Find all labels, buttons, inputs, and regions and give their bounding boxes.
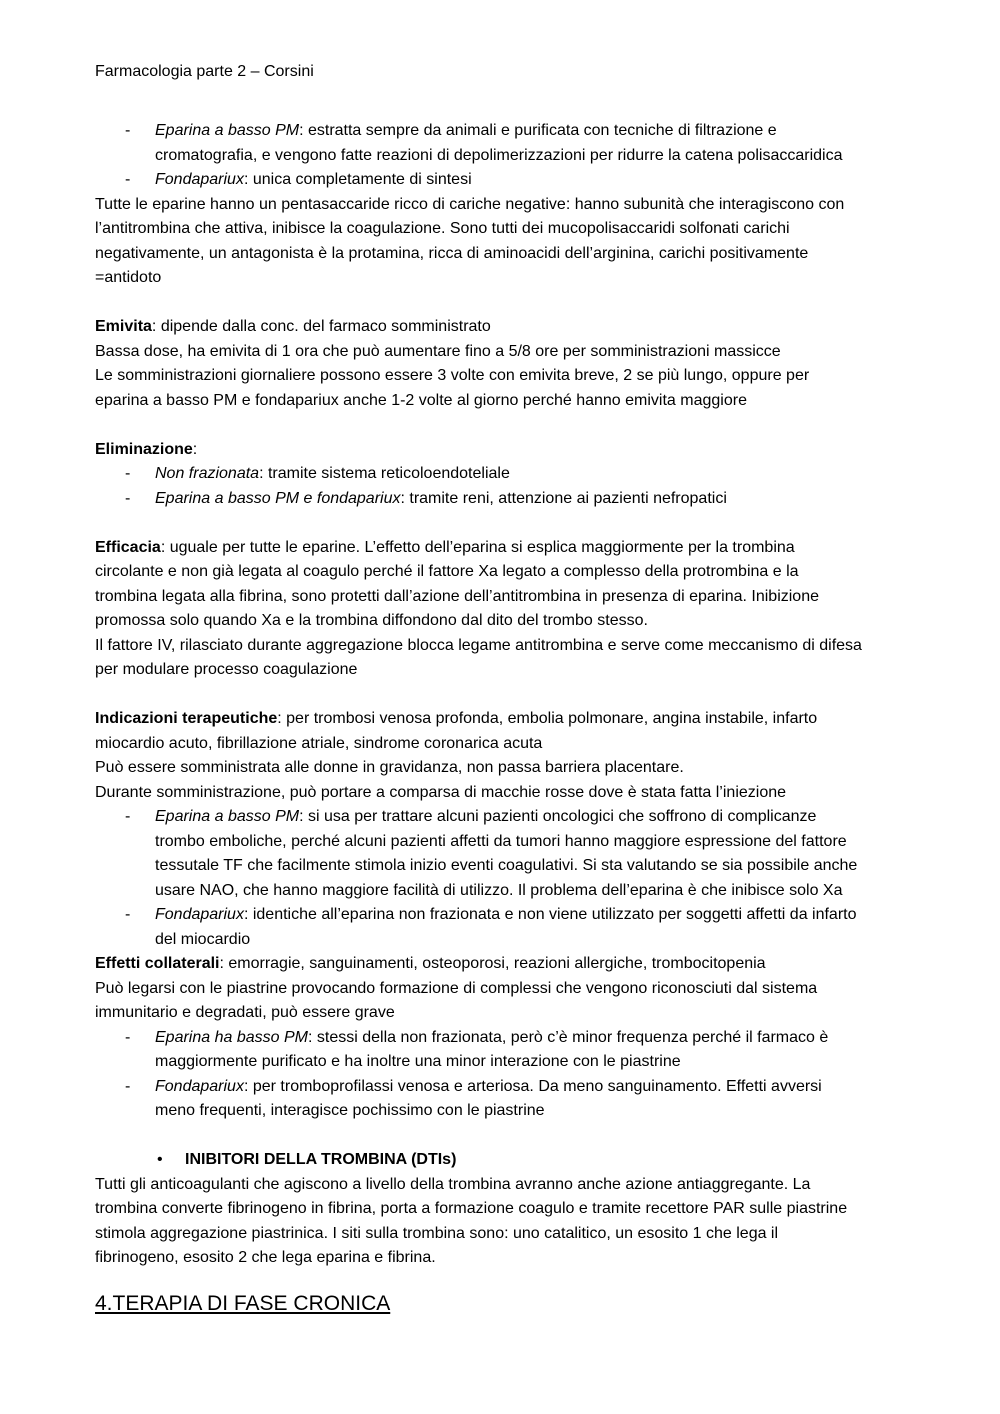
text-line [95, 977, 910, 1002]
dash-marker: - [125, 171, 131, 188]
text-line [95, 756, 910, 781]
text-run: trombo emboliche, perché alcuni pazienti affetti da tumori hanno maggiore espressione del fattore [155, 832, 847, 850]
text-line [95, 1246, 910, 1271]
dash-marker: - [125, 489, 131, 507]
blank-line [95, 683, 910, 708]
text-run: : si usa per trattare alcuni pazienti oncologici che soffrono di complicanze [299, 808, 817, 825]
text-run: : dipende dalla conc. del farmaco somministrato [151, 318, 491, 335]
text-run: usare NAO, che hanno maggiore facilità di utilizzo. Il problema dell’eparina è che inibisce solo Xa [155, 881, 843, 899]
dash-list-item [95, 1075, 910, 1100]
text-run: del miocardio [155, 930, 251, 948]
text-run: l’antitrombina che attiva, inibisce la coagulazione. Sono tutti dei mucopolisaccaridi solfonati carichi [95, 220, 790, 237]
text-run: maggiormente purificato e ha inoltre una minor interazione con le piastrine [155, 1053, 681, 1070]
text-run: : estratta sempre da animali e purificata con tecniche di filtrazione e [299, 122, 777, 139]
text-line [95, 634, 910, 659]
text-line [95, 315, 910, 340]
dash-marker: - [125, 122, 131, 139]
text-line [95, 364, 910, 389]
dash-list-item [95, 119, 910, 144]
italic-term: Non frazionata [155, 465, 260, 482]
section-heading: 4.TERAPIA DI FASE CRONICA [95, 1292, 391, 1315]
text-run: Il fattore IV, rilasciato durante aggregazione blocca legame antitrombina e serve come meccanismo di difesa [95, 636, 862, 654]
bold-term: Efficacia [95, 538, 161, 556]
text-line [95, 560, 910, 585]
text-line [95, 1001, 910, 1026]
dash-list-item [95, 462, 910, 487]
dash-list-item [95, 487, 910, 512]
text-line [95, 389, 910, 414]
list-item-continuation [95, 879, 910, 904]
text-run: cromatografia, e vengono fatte reazioni di depolimerizzazioni per ridurre la catena polisaccaridica [155, 146, 843, 164]
text-line [95, 340, 910, 365]
text-line [95, 1197, 910, 1222]
text-line [95, 952, 910, 977]
list-item-continuation [95, 1099, 910, 1124]
text-run: Può legarsi con le piastrine provocando formazione di complessi che vengono riconosciuti dal sistema [95, 979, 818, 997]
bold-term: Effetti collaterali [95, 955, 220, 972]
dash-marker: - [125, 906, 131, 923]
text-line [95, 732, 910, 757]
text-run: : tramite sistema reticoloendoteliale [259, 465, 510, 482]
text-run: meno frequenti, interagisce pochissimo con le piastrine [155, 1102, 545, 1119]
italic-term: Fondapariux [155, 171, 244, 188]
text-line [95, 658, 910, 683]
text-run: : identiche all’eparina non frazionata e non viene utilizzato per soggetti affetti da infarto [243, 906, 857, 923]
blank-line [95, 511, 910, 536]
list-item-continuation [95, 1050, 910, 1075]
italic-term: Eparina a basso PM [155, 122, 300, 139]
text-run: negativamente, un antagonista è la protamina, ricca di aminoacidi dell’arginina, carichi positivamente [95, 244, 809, 262]
text-line [95, 609, 910, 634]
text-line [95, 585, 910, 610]
document-body [95, 119, 910, 1271]
text-run: Durante somministrazione, può portare a comparsa di macchie rosse dove è stata fatta l’iniezione [95, 783, 787, 801]
text-run: : per trombosi venosa profonda, embolia polmonare, angina instabile, infarto [277, 710, 818, 727]
italic-term: Eparina a basso PM [155, 808, 300, 825]
text-run: : per tromboprofilassi venosa e arteriosa. Da meno sanguinamento. Effetti avversi [243, 1077, 822, 1095]
text-run: promossa solo quando Xa e la trombina diffondono dal dito del trombo stesso. [95, 612, 648, 629]
bold-term: Eliminazione [95, 440, 193, 458]
text-line [95, 1173, 910, 1198]
list-item-continuation [95, 144, 910, 169]
blank-line [95, 291, 910, 316]
dash-marker: - [125, 808, 131, 825]
dash-list-item [95, 903, 910, 928]
text-run: : emorragie, sanguinamenti, osteoporosi, reazioni allergiche, trombocitopenia [219, 955, 766, 972]
text-line [95, 781, 910, 806]
text-run: =antidoto [95, 269, 162, 286]
italic-term: Fondapariux [155, 1077, 244, 1095]
text-run: circolante e non già legata al coagulo perché il fattore Xa legato a complesso della protrombina e la [95, 563, 799, 580]
text-run: trombina legata alla fibrina, sono protetti dall’azione dell’antitrombina in presenza di eparina. Inibizione [95, 587, 819, 605]
text-run: immunitario e degradati, può essere grave [95, 1004, 395, 1021]
text-line [95, 242, 910, 267]
text-run: : tramite reni, attenzione ai pazienti nefropatici [400, 489, 727, 507]
text-run: INIBITORI DELLA TROMBINA (DTIs) [185, 1151, 457, 1168]
text-line [95, 707, 910, 732]
text-run: stimola aggregazione piastrinica. I siti sulla trombina sono: uno catalitico, un esosito 1 che lega il [95, 1224, 779, 1242]
page-header: Farmacologia parte 2 – Corsini [95, 63, 314, 80]
text-line [95, 193, 910, 218]
dash-marker: - [125, 465, 131, 482]
text-run: Bassa dose, ha emivita di 1 ora che può aumentare fino a 5/8 ore per somministrazioni massicce [95, 342, 781, 360]
text-run: per modulare processo coagulazione [95, 661, 358, 678]
text-run: trombina converte fibrinogeno in fibrina, porta a formazione coagulo e tramite recettore PAR sulle piastrine [95, 1200, 848, 1217]
bold-term: Emivita [95, 318, 152, 335]
text-run: : unica completamente di sintesi [243, 171, 472, 188]
bullet-heading [95, 1148, 910, 1173]
dash-list-item [95, 805, 910, 830]
text-run: tessutale TF che facilmente stimola inizio eventi coagulativi. Si sta valutando se sia possibile anche [155, 857, 858, 874]
text-line [95, 266, 910, 291]
text-run: fibrinogeno, esosito 2 che lega eparina e fibrina. [95, 1249, 436, 1266]
italic-term: Eparina a basso PM e fondapariux [155, 489, 401, 507]
text-run: eparina a basso PM e fondapariux anche 1-2 volte al giorno perché hanno emivita maggiore [95, 391, 747, 409]
text-run: : stessi della non frazionata, però c’è minor frequenza perché il farmaco è [307, 1028, 829, 1046]
text-line [95, 438, 910, 463]
text-line [95, 1222, 910, 1247]
list-item-continuation [95, 928, 910, 953]
text-run: Può essere somministrata alle donne in gravidanza, non passa barriera placentare. [95, 759, 684, 776]
dash-marker: - [125, 1028, 131, 1046]
italic-term: Fondapariux [155, 906, 244, 923]
list-item-continuation [95, 830, 910, 855]
text-run: Tutte le eparine hanno un pentasaccaride ricco di cariche negative: hanno subunità che interagiscono con [95, 195, 845, 213]
text-run: Tutti gli anticoagulanti che agiscono a livello della trombina avranno anche azione antiaggregante. La [95, 1175, 811, 1193]
dash-list-item [95, 168, 910, 193]
text-run: : uguale per tutte le eparine. L’effetto dell’eparina si esplica maggiormente per la trombina [160, 538, 795, 556]
bold-term: Indicazioni terapeutiche [95, 710, 278, 727]
list-item-continuation [95, 854, 910, 879]
dash-list-item [95, 1026, 910, 1051]
text-run: miocardio acuto, fibrillazione atriale, sindrome coronarica acuta [95, 734, 543, 752]
text-run: Le somministrazioni giornaliere possono essere 3 volte con emivita breve, 2 se più lungo, oppure per [95, 367, 810, 384]
bullet-icon: • [157, 1151, 163, 1168]
text-run: : [192, 440, 198, 458]
blank-line [95, 1124, 910, 1149]
text-line [95, 217, 910, 242]
blank-line [95, 413, 910, 438]
dash-marker: - [125, 1077, 131, 1095]
italic-term: Eparina ha basso PM [155, 1028, 308, 1046]
text-line [95, 536, 910, 561]
